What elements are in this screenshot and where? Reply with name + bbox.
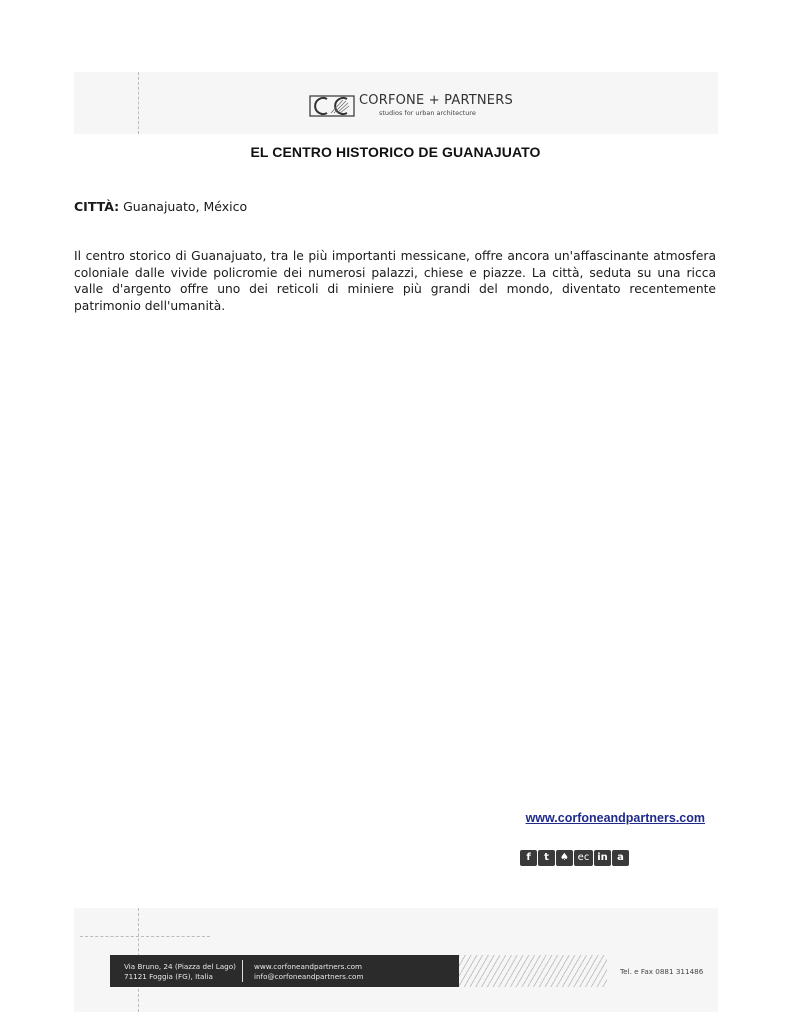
footer-guide-horizontal	[80, 936, 210, 937]
website-link[interactable]: www.corfoneandpartners.com	[525, 811, 705, 825]
footer-address	[124, 962, 236, 982]
facebook-icon[interactable]: f	[520, 850, 537, 866]
twitter-icon[interactable]: t	[538, 850, 555, 866]
header-guide-line	[138, 72, 139, 134]
address-line-2: 71121 Foggia (FG), Italia	[124, 972, 213, 981]
brand-name: CORFONE + PARTNERS	[359, 93, 513, 108]
ec-icon[interactable]: ec	[574, 850, 593, 866]
footer-hatch-pattern	[459, 955, 607, 987]
company-logo	[309, 93, 513, 120]
description-paragraph: Il centro storico di Guanajuato, tra le più importanti messicane, offre ancora un'affascinante atmosfera coloniale dalle vivide policromie dei numerosi palazzi, chiese e piazze. La città, seduta su una ricca valle d'argento offre uno dei reticoli di miniere più grandi del mondo, diventato recentemente patrimonio dell'umanità.	[74, 249, 716, 313]
address-line-1: Via Bruno, 24 (Piazza del Lago)	[124, 962, 236, 971]
city-label: CITTÀ:	[74, 199, 120, 214]
footer-email-link[interactable]: info@corfoneandpartners.com	[254, 972, 364, 981]
city-value: Guanajuato, México	[123, 199, 248, 214]
linkedin-icon[interactable]: in	[594, 850, 611, 866]
footer-separator	[242, 960, 243, 982]
logo-mark-icon	[309, 95, 355, 117]
houzz-icon[interactable]: ♠	[556, 850, 573, 866]
social-icons	[520, 850, 629, 867]
footer-web-contacts	[254, 962, 363, 982]
footer-website-link[interactable]: www.corfoneandpartners.com	[254, 962, 363, 971]
footer-phone: Tel. e Fax 0881 311486	[620, 967, 704, 976]
document-title: EL CENTRO HISTORICO DE GUANAJUATO	[250, 144, 541, 160]
city-line	[74, 199, 247, 214]
archilovers-icon[interactable]: a	[612, 850, 629, 866]
brand-tagline: studios for urban architecture	[379, 109, 476, 117]
